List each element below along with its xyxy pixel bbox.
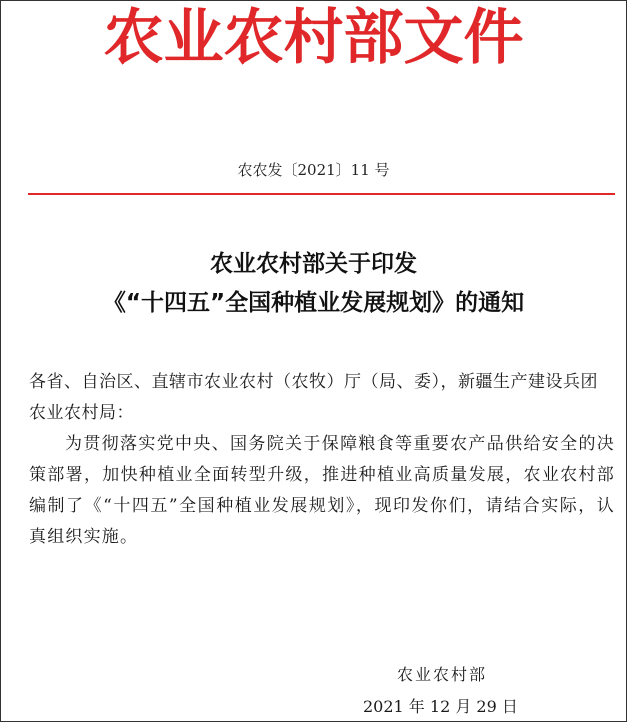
notice-title-line-1: 农业农村部关于印发 (210, 251, 417, 277)
signature-date: 2021 年 12 月 29 日 (363, 697, 518, 716)
document-number: 农农发〔2021〕11 号 (237, 161, 390, 179)
red-divider-line (28, 193, 615, 195)
signature-organization: 农业农村部 (397, 665, 488, 684)
body-paragraph: 为贯彻落实党中央、国务院关于保障粮食等重要农产品供给安全的决策部署，加快种植业全面转型升级，推进种植业高质量发展，农业农村部编制了《“十四五”全国种植业发展规划》，现印发你们，请结合实际，认真组织实施。 (29, 434, 615, 547)
notice-title-line-2: 《“十四五”全国种植业发展规划》的通知 (102, 290, 525, 316)
issuer-banner: 农业农村部文件 (103, 3, 524, 73)
addressee: 各省、自治区、直辖市农业农村（农牧）厅（局、委），新疆生产建设兵团农业农村局： (29, 372, 598, 423)
